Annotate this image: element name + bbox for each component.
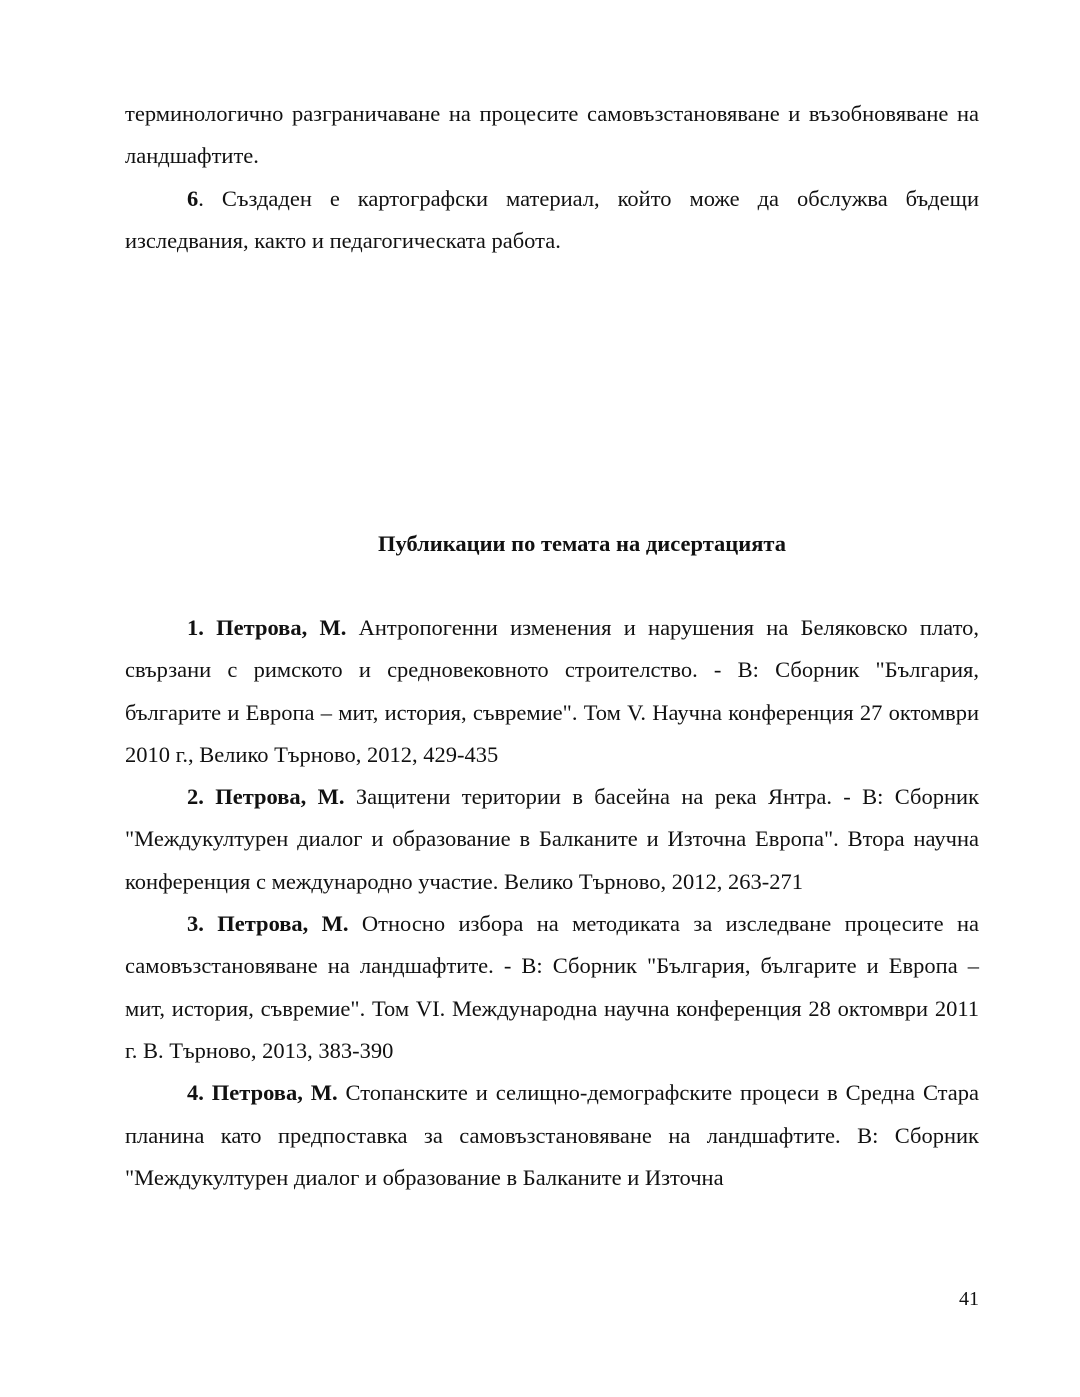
publication-author: 2. Петрова, М.	[187, 784, 345, 810]
publication-item	[125, 1072, 979, 1199]
publication-text: Защитени територии в басейна на река Янтра. - В: Сборник "Междукултурен диалог и образование в Балканите и Източна Европа". Втора научна конференция с международно участие. Велико Търново, 2012, 263-271	[125, 784, 980, 894]
conclusion-item-6	[125, 178, 979, 263]
publication-item	[125, 607, 979, 776]
publication-author: 3. Петрова, М.	[187, 911, 349, 937]
section-heading: Публикации по темата на дисертацията	[378, 531, 786, 556]
publication-author: 1. Петрова, М.	[187, 615, 347, 640]
conclusion-item-number: 6	[187, 186, 199, 211]
publication-list	[125, 607, 979, 1199]
publication-text: Относно избора на методиката за изследване процесите на самовъзстановяване на ландшафтите. - В: Сборник "България, българите и Европа – мит, история, съвремие". Том VI. Международна научна конференция 28 октомври 2011 г. В. Търново, 2013, 383-390	[125, 911, 979, 1063]
page-number: 41	[959, 1288, 979, 1310]
continuation-paragraph: терминологично разграничаване на процесите самовъзстановяване и възобновяване на ландшафтите.	[125, 101, 979, 169]
publication-item	[125, 776, 979, 903]
publication-item	[125, 903, 979, 1072]
publication-author: 4. Петрова, М.	[187, 1080, 338, 1106]
publication-text: Стопанските и селищно-демографските процеси в Средна Стара планина като предпоставка за самовъзстановяване на ландшафтите. В: Сборник "Междукултурен диалог и образование в Балканите и Източна	[125, 1080, 980, 1190]
publication-text: Антропогенни изменения и нарушения на Беляковско плато, свързани с римското и средновековното строителство. - В: Сборник "България, българите и Европа – мит, история, съвремие". Том V. Научна конференция 27 октомври 2010 г., Велико Търново, 2012, 429-435	[125, 615, 979, 767]
conclusion-item-text: . Създаден е картографски материал, който може да обслужва бъдещи изследвания, както и педагогическата работа.	[125, 186, 979, 254]
